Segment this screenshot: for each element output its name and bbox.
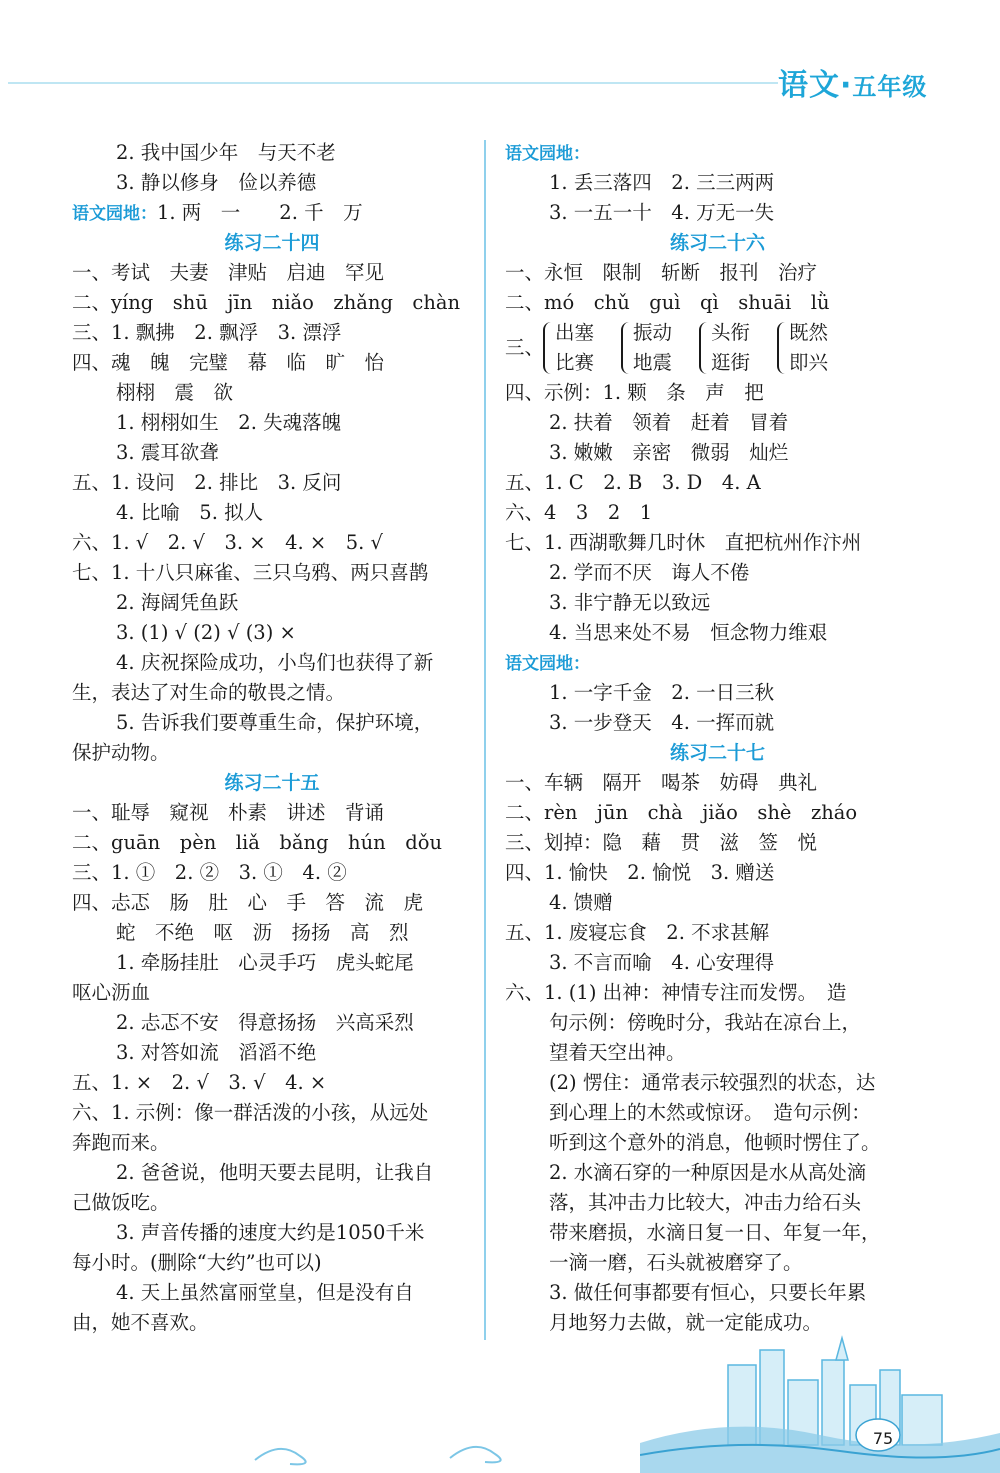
- exercise-title: 练习二十六: [669, 232, 765, 254]
- answer-line: 五、1. × 2. √ 3. √ 4. ×: [72, 1071, 327, 1094]
- answer-line: 3. (1) √ (2) √ (3) ×: [116, 621, 296, 644]
- answer-line: 六、1. 示例：像一群活泼的小孩，从远处: [72, 1101, 429, 1124]
- answer-line: 三、1. ① 2. ② 3. ① 4. ②: [72, 861, 347, 884]
- word-pair: [789, 318, 828, 378]
- pair-word: 即兴: [789, 351, 829, 374]
- answer-line: 3. 声音传播的速度大约是1050千米: [116, 1221, 425, 1244]
- right-column: [505, 138, 930, 1338]
- brace-mark: [777, 322, 787, 374]
- answer-line: 1. 一字千金 2. 一日三秋: [549, 681, 775, 704]
- exercise-title: 练习二十四: [224, 232, 320, 254]
- answer-line: 七、1. 西湖歌舞几时休 直把杭州作汴州: [505, 531, 862, 554]
- answer-line: 3. 对答如流 滔滔不绝: [116, 1041, 317, 1064]
- answer-line: 4. 天上虽然富丽堂皇，但是没有自: [116, 1281, 414, 1304]
- brace-mark: [621, 322, 631, 374]
- answer-line: 一、考试 夫妻 津贴 启迪 罕见: [72, 261, 385, 284]
- answer-line: 1. 栩栩如生 2. 失魂落魄: [116, 411, 342, 434]
- answer-line: 己做饭吃。: [72, 1191, 170, 1214]
- answer-line: 到心理上的木然或惊讶。 造句示例：: [549, 1101, 871, 1124]
- answer-line: 2. 忐忑不安 得意扬扬 兴高采烈: [116, 1011, 414, 1034]
- garden-label: 语文园地：: [505, 144, 590, 164]
- pair-word: 逛街: [711, 351, 751, 374]
- word-pair: [555, 318, 594, 378]
- pair-word: 振动: [633, 321, 673, 344]
- answer-line: 4. 庆祝探险成功，小鸟们也获得了新: [116, 651, 434, 674]
- answer-line: (2) 愣住：通常表示较强烈的状态，达: [549, 1071, 876, 1094]
- answer-line: 望着天空出神。: [549, 1041, 686, 1064]
- answer-line: 月地努力去做，就一定能成功。: [549, 1311, 823, 1334]
- subject-label: 语文: [778, 68, 840, 103]
- answer-line: 五、1. 设问 2. 排比 3. 反问: [72, 471, 342, 494]
- answer-line: 1. 丢三落四 2. 三三两两: [549, 171, 775, 194]
- garden-label: 语文园地：: [72, 204, 157, 224]
- answer-line: 六、1. √ 2. √ 3. × 4. × 5. √: [72, 531, 383, 554]
- word-pair: [711, 318, 750, 378]
- pair-word: 头衔: [711, 321, 751, 344]
- answer-line: 每小时。(删除“大约”也可以): [72, 1251, 322, 1274]
- answer-line: 四、1. 愉快 2. 愉悦 3. 赠送: [505, 861, 775, 884]
- answer-line: 二、guān pèn liǎ bǎng hún dǒu: [72, 831, 443, 854]
- exercise-title: 练习二十七: [669, 742, 765, 764]
- yuwen-garden-row: [72, 198, 472, 228]
- answer-line: 奔跑而来。: [72, 1131, 170, 1154]
- answer-line: 3. 震耳欲聋: [116, 441, 219, 464]
- answer-line: 二、yíng shū jīn niǎo zhǎng chàn: [72, 291, 461, 314]
- answer-line: 五、1. C 2. B 3. D 4. A: [505, 471, 761, 494]
- answer-line: 一、耻辱 窥视 朴素 讲述 背诵: [72, 801, 385, 824]
- answer-line: 5. 告诉我们要尊重生命，保护环境，: [116, 711, 434, 734]
- answer-line: 七、1. 十八只麻雀、三只乌鸦、两只喜鹊: [72, 561, 429, 584]
- brace-mark: [699, 322, 709, 374]
- answer-line: 六、4 3 2 1: [505, 501, 653, 524]
- answer-line: 一、永恒 限制 斩断 报刊 治疗: [505, 261, 818, 284]
- answer-line: 二、mó chǔ guì qì shuāi lǜ: [505, 291, 830, 314]
- answer-line: 2. 扶着 领着 赶着 冒着: [549, 411, 789, 434]
- answer-line: 五、1. 废寝忘食 2. 不求甚解: [505, 921, 770, 944]
- garden-answers: 1. 两 一 2. 千 万: [157, 201, 363, 224]
- answer-line: 一、车辆 隔开 喝茶 妨碍 典礼: [505, 771, 818, 794]
- answer-line: 2. 水滴石穿的一种原因是水从高处滴: [549, 1161, 867, 1184]
- answer-line: 句示例：傍晚时分，我站在凉台上，: [549, 1011, 862, 1034]
- pair-word: 出塞: [555, 321, 595, 344]
- answer-line: 三、1. 飘拂 2. 飘浮 3. 漂浮: [72, 321, 342, 344]
- pair-word: 地震: [633, 351, 673, 374]
- answer-line: 六、1. (1) 出神：神情专注而发愣。 造: [505, 981, 847, 1004]
- answer-line: 3. 一步登天 4. 一挥而就: [549, 711, 775, 734]
- answer-line: 保护动物。: [72, 741, 170, 764]
- yuwen-garden-row: [505, 138, 930, 168]
- brace-mark: [543, 322, 553, 374]
- header-separator: ·: [840, 68, 853, 103]
- city-skyline-illustration: [640, 1325, 1000, 1473]
- pair-word: 比赛: [555, 351, 595, 374]
- answer-line: 3. 嫩嫩 亲密 微弱 灿烂: [549, 441, 789, 464]
- answer-line: 生，表达了对生命的敬畏之情。: [72, 681, 346, 704]
- answer-line: 四、魂 魄 完璧 幕 临 旷 怡: [72, 351, 385, 374]
- answer-line: 呕心沥血: [72, 981, 151, 1004]
- answer-line: 蛇 不绝 呕 沥 扬扬 高 烈: [116, 921, 409, 944]
- answer-line: 3. 不言而喻 4. 心安理得: [549, 951, 775, 974]
- answer-line: 1. 牵肠挂肚 心灵手巧 虎头蛇尾: [116, 951, 414, 974]
- answer-line: 4. 当思来处不易 恒念物力维艰: [549, 621, 828, 644]
- answer-line: 2. 学而不厌 诲人不倦: [549, 561, 750, 584]
- answer-line: 一滴一磨，石头就被磨穿了。: [549, 1251, 803, 1274]
- item-label: 三、: [505, 336, 545, 359]
- pair-word: 既然: [789, 321, 829, 344]
- header-rule: [8, 82, 778, 84]
- answer-line: 4. 馈赠: [549, 891, 613, 914]
- answer-line: 带来磨损，水滴日复一日、年复一年，: [549, 1221, 881, 1244]
- exercise-title: 练习二十五: [224, 772, 320, 794]
- answer-line: 听到这个意外的消息，他顿时愣住了。: [549, 1131, 881, 1154]
- page-number: 75: [872, 1429, 894, 1448]
- answer-line: 3. 非宁静无以致远: [549, 591, 711, 614]
- yuwen-garden-row: [505, 648, 930, 678]
- answer-line: 4. 比喻 5. 拟人: [116, 501, 264, 524]
- answer-line: 二、rèn jūn chà jiǎo shè zháo: [505, 801, 858, 824]
- answer-line: 3. 一五一十 4. 万无一失: [549, 201, 775, 224]
- garden-label: 语文园地：: [505, 654, 590, 674]
- answer-line: 落，其冲击力比较大，冲击力给石头: [549, 1191, 862, 1214]
- brace-answer-row: [505, 318, 930, 378]
- word-pair: [633, 318, 672, 378]
- answer-line: 2. 爸爸说，他明天要去昆明，让我自: [116, 1161, 434, 1184]
- wave-swirl: [250, 1438, 530, 1472]
- answer-line: 由，她不喜欢。: [72, 1311, 209, 1334]
- answer-line: 三、划掉：隐 藉 贯 滋 签 悦: [505, 831, 818, 854]
- answer-line: 2. 我中国少年 与天不老: [116, 141, 336, 164]
- left-column: [72, 138, 472, 1338]
- answer-line: 栩栩 震 欲: [116, 381, 234, 404]
- header-title: [778, 60, 927, 104]
- column-divider: [484, 140, 486, 1340]
- answer-line: 2. 海阔凭鱼跃: [116, 591, 239, 614]
- answer-line: 四、忐忑 肠 肚 心 手 答 流 虎: [72, 891, 424, 914]
- grade-label: 五年级: [852, 73, 928, 101]
- answer-line: 3. 静以修身 俭以养德: [116, 171, 317, 194]
- answer-line: 四、示例：1. 颗 条 声 把: [505, 381, 764, 404]
- answer-line: 3. 做任何事都要有恒心，只要长年累: [549, 1281, 867, 1304]
